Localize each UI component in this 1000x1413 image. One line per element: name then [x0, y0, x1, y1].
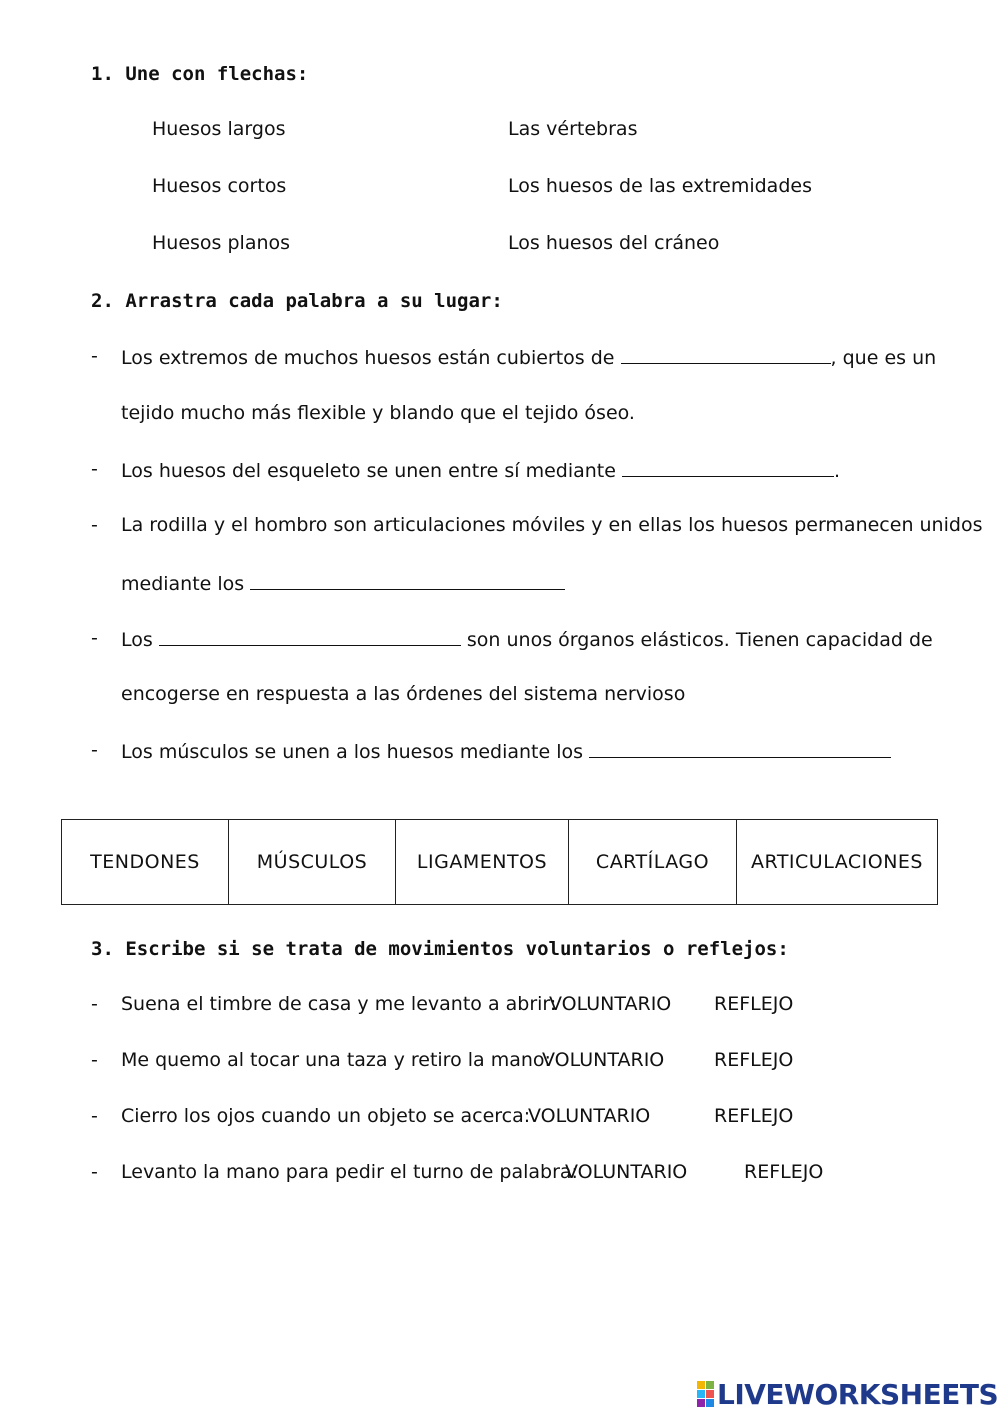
movement-item-3-text: Cierro los ojos cuando un objeto se acerca: [121, 1105, 531, 1127]
section-3-title: 3. Escribe si se trata de movimientos voluntarios o reflejos: [91, 938, 789, 960]
option-voluntario-1[interactable]: VOLUNTARIO [549, 993, 672, 1015]
logo-square [697, 1399, 705, 1407]
bullet-dash: - [91, 345, 98, 367]
option-voluntario-4[interactable]: VOLUNTARIO [565, 1161, 688, 1183]
option-voluntario-2[interactable]: VOLUNTARIO [542, 1049, 665, 1071]
sentence-2-after: . [834, 460, 841, 482]
sentence-1-continuation: tejido mucho más flexible y blando que el tejido óseo. [121, 402, 635, 424]
sentence-3-line1: La rodilla y el hombro son articulaciones móviles y en ellas los huesos permanecen unidos [121, 514, 983, 536]
word-bank [61, 819, 938, 905]
word-ligamentos[interactable]: LIGAMENTOS [396, 820, 569, 904]
logo-text: LIVEWORKSHEETS [717, 1377, 999, 1411]
sentence-1-text: Los extremos de muchos huesos están cubiertos de [121, 347, 615, 369]
word-musculos[interactable]: MÚSCULOS [229, 820, 396, 904]
option-reflejo-1[interactable]: REFLEJO [714, 993, 794, 1015]
bullet-dash: - [91, 627, 98, 649]
logo-square [706, 1390, 714, 1398]
movement-item-4-text: Levanto la mano para pedir el turno de palabra: [121, 1161, 578, 1183]
word-cartilago[interactable]: CARTÍLAGO [569, 820, 737, 904]
sentence-4-after: son unos órganos elásticos. Tienen capacidad de [466, 629, 933, 651]
option-reflejo-3[interactable]: REFLEJO [714, 1105, 794, 1127]
bullet-dash: - [91, 514, 98, 536]
movement-item-2-text: Me quemo al tocar una taza y retiro la mano: [121, 1049, 551, 1071]
logo-square [697, 1381, 705, 1389]
sentence-4 [121, 627, 933, 651]
drop-blank-1[interactable] [621, 345, 831, 364]
bullet-dash: - [91, 739, 98, 761]
logo-square [706, 1381, 714, 1389]
section-1-title: 1. Une con flechas: [91, 63, 309, 85]
match-right-3[interactable]: Los huesos del cráneo [508, 232, 720, 254]
word-tendones[interactable]: TENDONES [62, 820, 229, 904]
option-reflejo-2[interactable]: REFLEJO [714, 1049, 794, 1071]
sentence-4-continuation: encogerse en respuesta a las órdenes del sistema nervioso [121, 683, 686, 705]
option-voluntario-3[interactable]: VOLUNTARIO [528, 1105, 651, 1127]
logo-square [706, 1399, 714, 1407]
movement-item-1-text: Suena el timbre de casa y me levanto a abrir: [121, 993, 557, 1015]
option-reflejo-4[interactable]: REFLEJO [744, 1161, 824, 1183]
section-2-title: 2. Arrastra cada palabra a su lugar: [91, 290, 503, 312]
match-left-3[interactable]: Huesos planos [152, 232, 291, 254]
match-right-1[interactable]: Las vértebras [508, 118, 638, 140]
match-right-2[interactable]: Los huesos de las extremidades [508, 175, 812, 197]
sentence-5 [121, 739, 891, 763]
sentence-2 [121, 458, 840, 482]
bullet-dash: - [91, 458, 98, 480]
bullet-dash: - [91, 1161, 98, 1183]
match-left-2[interactable]: Huesos cortos [152, 175, 287, 197]
logo-squares-icon [697, 1381, 714, 1407]
sentence-1-after: , que es un [830, 347, 937, 369]
drop-blank-4[interactable] [159, 627, 461, 646]
drop-blank-2[interactable] [622, 458, 834, 477]
word-articulaciones[interactable]: ARTICULACIONES [751, 851, 923, 873]
sentence-1 [121, 345, 936, 369]
logo-square [697, 1390, 705, 1398]
drop-blank-5[interactable] [589, 739, 891, 758]
drop-blank-3[interactable] [250, 571, 565, 590]
sentence-2-text: Los huesos del esqueleto se unen entre sí mediante [121, 460, 616, 482]
sentence-3-text: mediante los [121, 573, 245, 595]
sentence-5-text: Los músculos se unen a los huesos mediante los [121, 741, 584, 763]
bullet-dash: - [91, 1105, 98, 1127]
sentence-4-text: Los [121, 629, 153, 651]
match-left-1[interactable]: Huesos largos [152, 118, 286, 140]
bullet-dash: - [91, 1049, 98, 1071]
sentence-3-line2 [121, 571, 565, 595]
bullet-dash: - [91, 993, 98, 1015]
liveworksheets-logo [697, 1376, 998, 1412]
